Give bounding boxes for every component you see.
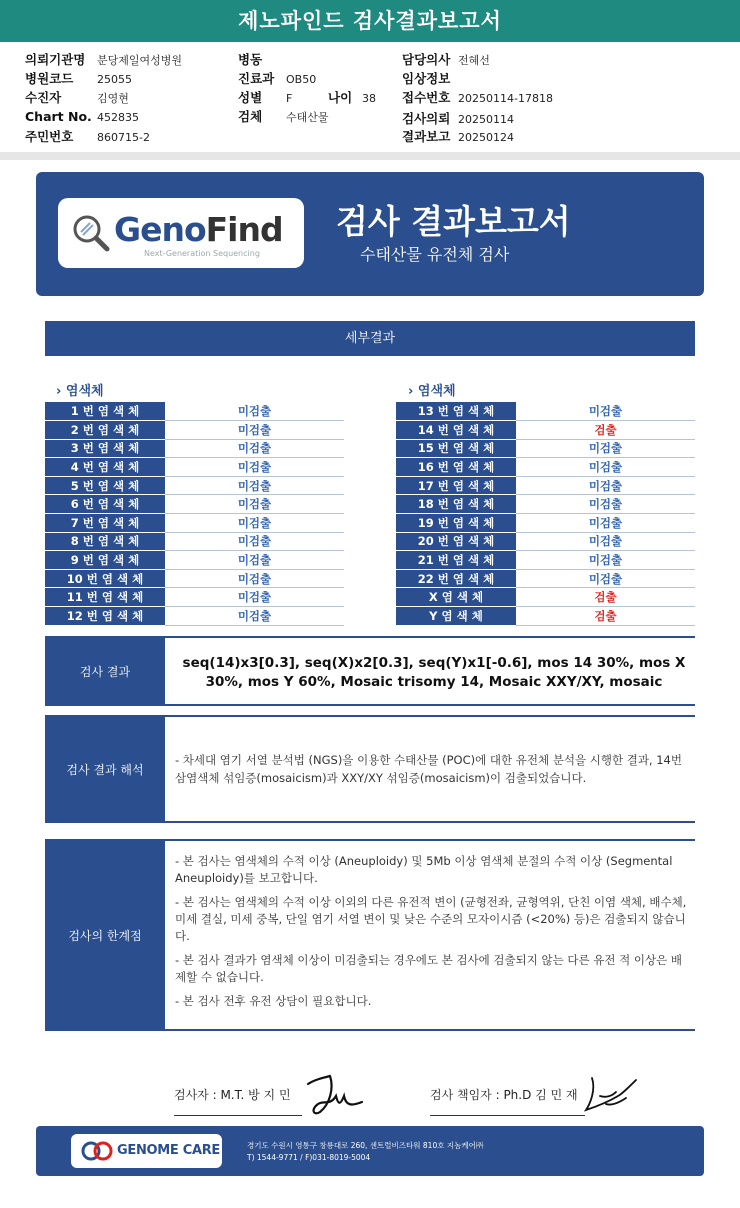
meta-row-hospital-code: 병원코드 25055 xyxy=(25,71,132,86)
limitation-item: - 본 검사는 염색체의 수적 이상 (Aneuploidy) 및 5Mb 이상 염색체 분절의 수적 이상 (Segmental Aneuploidy)를 보고합니다. xyxy=(175,854,673,885)
limitations-block xyxy=(45,839,695,1031)
director-signature-label: 검사 책임자 : Ph.D 김 민 재 xyxy=(430,1088,578,1102)
chromosome-label: 15 번 염 색 체 xyxy=(396,439,516,458)
chromosome-row xyxy=(45,458,344,477)
chromosome-label: 11 번 염 색 체 xyxy=(45,588,165,607)
tester-signature-label: 검사자 : M.T. 방 지 민 xyxy=(174,1088,291,1102)
chromosome-label: 3 번 염 색 체 xyxy=(45,439,165,458)
chromosome-label: 2 번 염 색 체 xyxy=(45,421,165,440)
chromosome-label: 1 번 염 색 체 xyxy=(45,402,165,421)
chromosome-row xyxy=(396,569,695,588)
chromosome-label: 13 번 염 색 체 xyxy=(396,402,516,421)
chromosome-result: 미검출 xyxy=(165,569,344,588)
meta-row-department: 진료과 OB50 xyxy=(238,71,317,86)
genofind-logo: GenoFind Next-Generation Sequencing xyxy=(58,198,304,268)
chromosome-result: 미검출 xyxy=(165,458,344,477)
chromosome-result: 검출 xyxy=(516,607,695,626)
chromosome-label: 20 번 염 색 체 xyxy=(396,532,516,551)
genome-care-logo-icon xyxy=(81,1140,113,1162)
chromosome-result: 미검출 xyxy=(165,514,344,533)
report-banner xyxy=(36,172,704,296)
chromosome-table-right xyxy=(396,402,695,626)
logo-tagline: Next-Generation Sequencing xyxy=(144,249,260,258)
chromosome-row xyxy=(396,551,695,570)
chromosome-label: 22 번 염 색 체 xyxy=(396,569,516,588)
chromosome-label: 14 번 염 색 체 xyxy=(396,421,516,440)
chromosome-row xyxy=(396,588,695,607)
chromosome-row xyxy=(45,495,344,514)
interpretation-text: - 차세대 염기 서열 분석법 (NGS)을 이용한 수태산물 (POC)에 대한 유전체 분석을 시행한 결과, 14번 삼염색체 섞임증(mosaicism)과 XXY/XY 섞임증(mosaicism)이 검출되었습니다. xyxy=(175,753,682,785)
footer xyxy=(36,1126,704,1176)
chromosome-result: 미검출 xyxy=(516,495,695,514)
chromosome-label: 18 번 염 색 체 xyxy=(396,495,516,514)
chromosome-row xyxy=(45,421,344,440)
result-block xyxy=(45,636,695,706)
meta-row-receipt-no: 접수번호 20250114-17818 xyxy=(402,90,553,105)
chromosome-result: 미검출 xyxy=(516,532,695,551)
chromosome-row xyxy=(45,569,344,588)
meta-row-sex: 성별 F xyxy=(238,90,293,105)
chromosome-row xyxy=(45,476,344,495)
chevron-right-icon: › xyxy=(56,384,62,399)
interpretation-block xyxy=(45,715,695,823)
meta-row-request-date: 검사의뢰 20250114 xyxy=(402,111,514,126)
chromosome-result: 미검출 xyxy=(516,458,695,477)
meta-row-institution: 의뢰기관명 분당제일여성병원 xyxy=(25,52,183,67)
limitation-item: - 본 검사 전후 유전 상담이 필요합니다. xyxy=(175,994,372,1008)
limitations-label: 검사의 한계점 xyxy=(45,841,165,1029)
director-signature-line xyxy=(430,1115,585,1116)
magnifier-icon xyxy=(70,212,112,254)
chromosome-heading-left: › 염색체 xyxy=(56,384,104,399)
chromosome-result: 미검출 xyxy=(165,402,344,421)
genome-care-logo: GENOME CARE xyxy=(71,1134,222,1168)
chromosome-result: 미검출 xyxy=(165,476,344,495)
chromosome-label: 21 번 염 색 체 xyxy=(396,551,516,570)
chromosome-result: 검출 xyxy=(516,421,695,440)
chromosome-row xyxy=(45,532,344,551)
chromosome-result: 미검출 xyxy=(516,514,695,533)
meta-row-ward: 병동 xyxy=(238,52,263,67)
meta-row-specimen: 검체 수태산물 xyxy=(238,109,329,124)
report-title: 검사 결과보고서 xyxy=(336,202,571,241)
chromosome-row xyxy=(45,551,344,570)
chromosome-row xyxy=(45,607,344,626)
chromosome-row xyxy=(396,514,695,533)
meta-row-clinical-info: 임상정보 xyxy=(402,71,451,86)
report-subtitle: 수태산물 유전체 검사 xyxy=(360,245,510,264)
chromosome-result: 미검출 xyxy=(165,607,344,626)
result-text: seq(14)x3[0.3], seq(X)x2[0.3], seq(Y)x1[-0.6], mos 14 30%, mos X 30%, mos Y 60%, Mosaic trisomy 14, Mosaic XXY/XY, mosaic xyxy=(182,655,686,690)
meta-row-resident-no: 주민번호 860715-2 xyxy=(25,129,150,144)
chromosome-row xyxy=(396,607,695,626)
chromosome-result: 미검출 xyxy=(165,588,344,607)
chromosome-result: 미검출 xyxy=(165,495,344,514)
chromosome-result: 미검출 xyxy=(516,551,695,570)
chevron-right-icon: › xyxy=(408,384,414,399)
chromosome-row xyxy=(45,402,344,421)
chromosome-label: 6 번 염 색 체 xyxy=(45,495,165,514)
chromosome-result: 미검출 xyxy=(516,402,695,421)
tester-signature-line xyxy=(174,1115,302,1116)
chromosome-row xyxy=(396,402,695,421)
chromosome-label: 19 번 염 색 체 xyxy=(396,514,516,533)
result-label: 검사 결과 xyxy=(45,638,165,704)
chromosome-result: 검출 xyxy=(516,588,695,607)
limitations-list xyxy=(175,853,689,1017)
meta-row-patient: 수진자 김영현 xyxy=(25,90,129,105)
footer-address: 경기도 수원시 영통구 창룡대로 260, 센트럴비즈타워 810호 지놈케어㈜ T) 1544-9771 / F)031-8019-5004 xyxy=(247,1141,484,1162)
interpretation-label: 검사 결과 해석 xyxy=(45,717,165,821)
chromosome-label: 8 번 염 색 체 xyxy=(45,532,165,551)
chromosome-label: 5 번 염 색 체 xyxy=(45,476,165,495)
chromosome-row xyxy=(396,476,695,495)
section-title: 세부결과 xyxy=(45,321,695,356)
chromosome-label: 4 번 염 색 체 xyxy=(45,458,165,477)
chromosome-result: 미검출 xyxy=(516,439,695,458)
chromosome-label: 7 번 염 색 체 xyxy=(45,514,165,533)
limitation-item: - 본 검사 결과가 염색체 이상이 미검출되는 경우에도 본 검사에 검출되지 않는 다른 유전 적 이상은 배제할 수 없습니다. xyxy=(175,953,682,984)
document-title: 제노파인드 검사결과보고서 xyxy=(0,0,740,42)
patient-info-panel xyxy=(0,42,740,160)
chromosome-row xyxy=(45,439,344,458)
meta-row-age: 나이 38 xyxy=(328,90,376,105)
chromosome-row xyxy=(396,458,695,477)
chromosome-heading-right: › 염색체 xyxy=(408,384,456,399)
chromosome-row xyxy=(45,588,344,607)
chromosome-label: Y 염 색 체 xyxy=(396,607,516,626)
chromosome-result: 미검출 xyxy=(516,476,695,495)
meta-row-report-date: 결과보고 20250124 xyxy=(402,129,514,144)
director-signature xyxy=(582,1072,642,1116)
chromosome-result: 미검출 xyxy=(165,532,344,551)
chromosome-result: 미검출 xyxy=(165,439,344,458)
tester-signature xyxy=(300,1072,370,1116)
meta-row-chart-no: Chart No. 452835 xyxy=(25,109,139,124)
chromosome-row xyxy=(45,514,344,533)
header-divider xyxy=(0,152,740,160)
chromosome-label: X 염 색 체 xyxy=(396,588,516,607)
limitation-item: - 본 검사는 염색체의 수적 이상 이외의 다른 유전적 변이 (균형전좌, 균형역위, 단친 이염 색체, 배수체, 미세 결실, 미세 중복, 단일 염기 서열 변이 및 낮은 수준의 모자이시즘 (<20%) 등)은 검출되지 않습니다. xyxy=(175,895,687,943)
chromosome-table-left xyxy=(45,402,344,626)
chromosome-label: 9 번 염 색 체 xyxy=(45,551,165,570)
chromosome-label: 16 번 염 색 체 xyxy=(396,458,516,477)
chromosome-row xyxy=(396,532,695,551)
chromosome-row xyxy=(396,421,695,440)
chromosome-row xyxy=(396,439,695,458)
chromosome-result: 미검출 xyxy=(516,569,695,588)
meta-row-doctor: 담당의사 전혜선 xyxy=(402,52,490,67)
chromosome-result: 미검출 xyxy=(165,551,344,570)
chromosome-result: 미검출 xyxy=(165,421,344,440)
chromosome-row xyxy=(396,495,695,514)
chromosome-label: 12 번 염 색 체 xyxy=(45,607,165,626)
chromosome-label: 10 번 염 색 체 xyxy=(45,569,165,588)
chromosome-label: 17 번 염 색 체 xyxy=(396,476,516,495)
